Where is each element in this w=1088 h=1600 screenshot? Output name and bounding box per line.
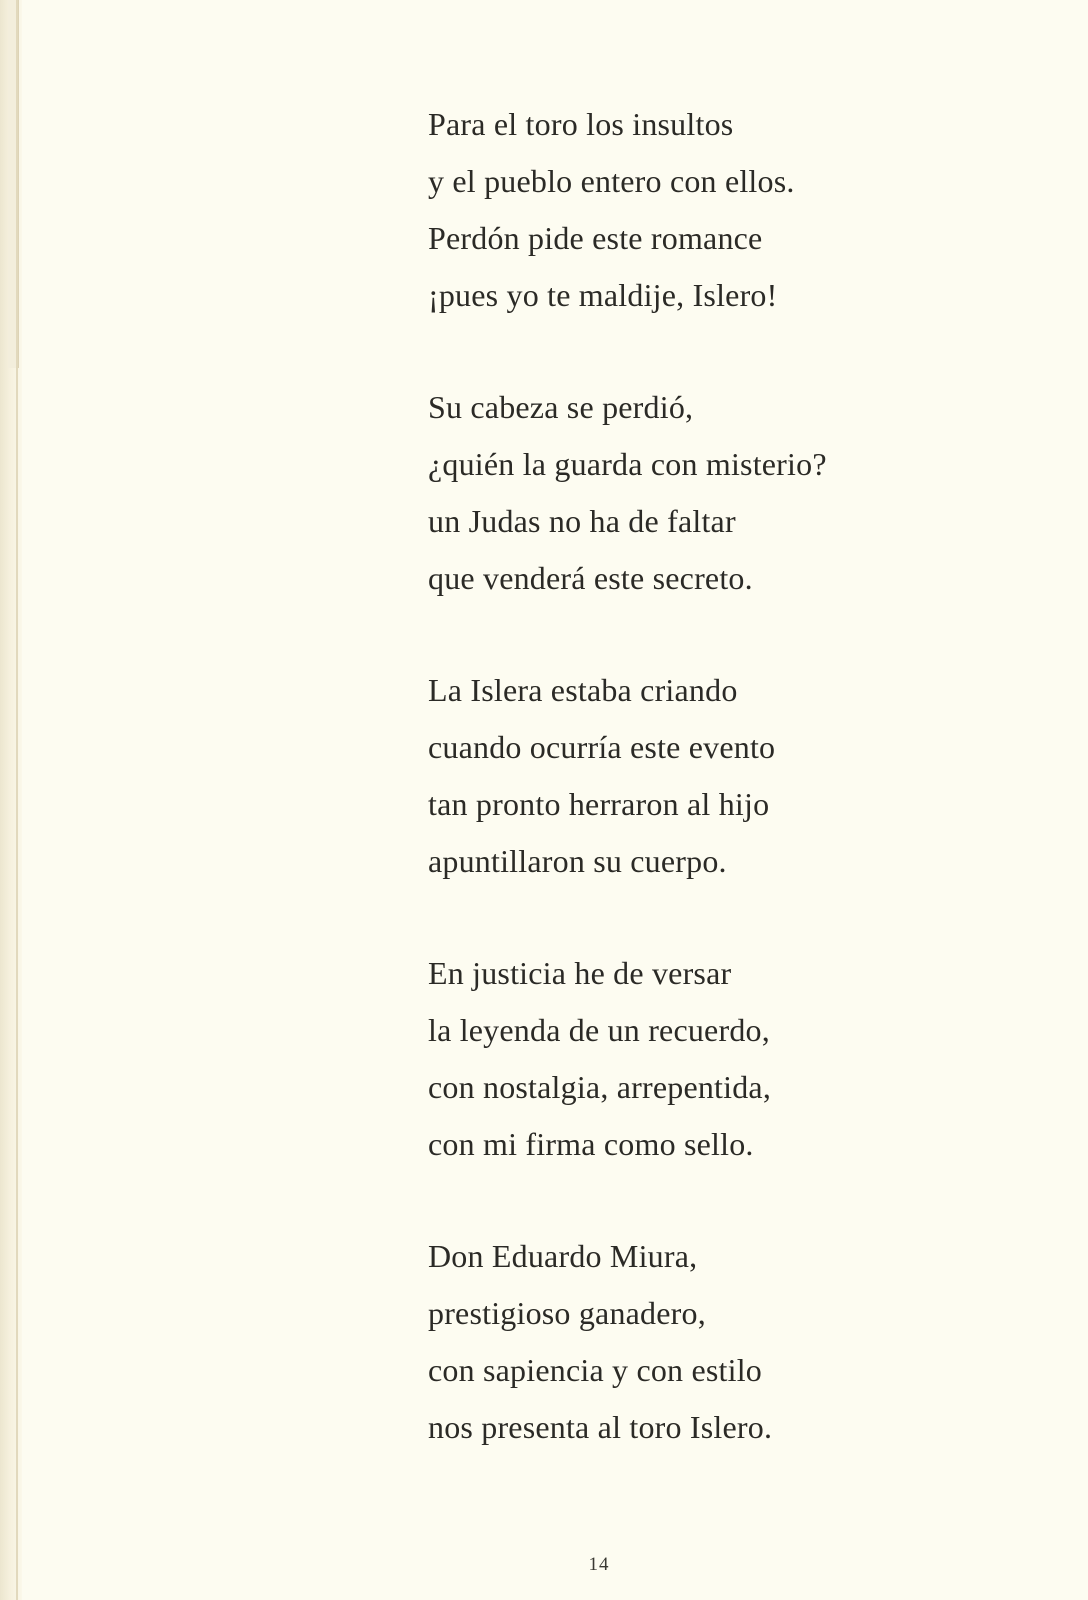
poem-line: y el pueblo entero con ellos. xyxy=(428,163,795,199)
poem-line: En justicia he de versar xyxy=(428,955,732,991)
stanza-3 xyxy=(428,662,1028,890)
poem-line: Para el toro los insultos xyxy=(428,106,734,142)
poem-line: tan pronto herraron al hijo xyxy=(428,786,770,822)
poem-line: con mi firma como sello. xyxy=(428,1126,754,1162)
stanza-2 xyxy=(428,379,1028,607)
poem-line: un Judas no ha de faltar xyxy=(428,503,736,539)
poem-line: La Islera estaba criando xyxy=(428,672,738,708)
poem-line: prestigioso ganadero, xyxy=(428,1295,706,1331)
poem-line: nos presenta al toro Islero. xyxy=(428,1409,773,1445)
stanza-1 xyxy=(428,96,1028,324)
stanza-5 xyxy=(428,1228,1028,1456)
poem-line: con sapiencia y con estilo xyxy=(428,1352,762,1388)
page-number: 14 xyxy=(588,1554,610,1575)
stanza-4 xyxy=(428,945,1028,1173)
binding-line xyxy=(16,0,18,1600)
poem-line: con nostalgia, arrepentida, xyxy=(428,1069,772,1105)
poem-line: cuando ocurría este evento xyxy=(428,729,776,765)
poem xyxy=(428,96,1028,1511)
poem-line: ¡pues yo te maldije, Islero! xyxy=(428,277,778,313)
poem-line: Don Eduardo Miura, xyxy=(428,1238,698,1274)
poem-line: la leyenda de un recuerdo, xyxy=(428,1012,770,1048)
poem-line: que venderá este secreto. xyxy=(428,560,753,596)
poem-line: Perdón pide este romance xyxy=(428,220,763,256)
poem-line: apuntillaron su cuerpo. xyxy=(428,843,727,879)
page-number-container xyxy=(0,1554,1088,1576)
poem-line: ¿quién la guarda con misterio? xyxy=(428,446,827,482)
poem-line: Su cabeza se perdió, xyxy=(428,389,694,425)
